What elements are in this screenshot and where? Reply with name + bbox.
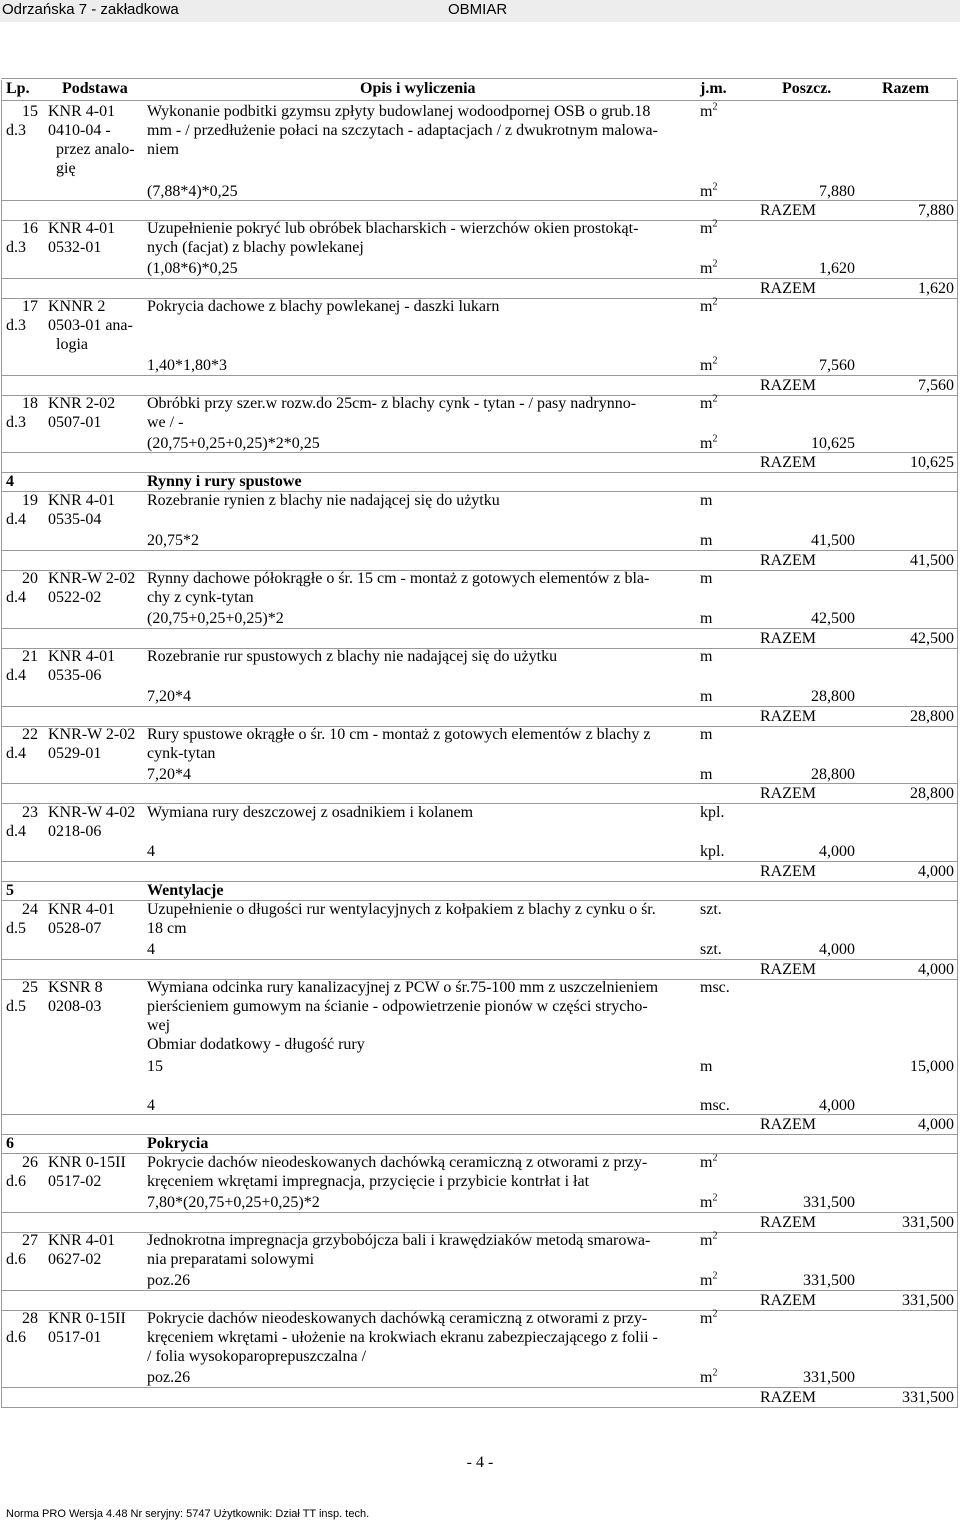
item-description-line: Uzupełnienie o długości rur wentylacyjnych z kołpakiem z blachy z cynku o śr.	[147, 901, 656, 918]
item-number: 25	[22, 979, 38, 996]
item-basis-line: 0627-02	[48, 1251, 102, 1268]
item-basis-line: KNR 0-15II	[48, 1154, 126, 1171]
section-title: Rynny i rury spustowe	[147, 473, 302, 490]
table-bottom-border	[1, 1407, 957, 1408]
item-razem-value: 10,625	[910, 454, 954, 471]
item-basis-line: przez analo-	[56, 141, 135, 158]
item-calculation: 4	[147, 1097, 155, 1114]
razem-label: RAZEM	[760, 1292, 816, 1309]
item-calc-unit: $m^2$	[700, 1367, 718, 1386]
app-title-bar	[0, 0, 960, 22]
item-unit: $m^2$	[700, 101, 718, 120]
section-bottom-border	[1, 900, 957, 901]
item-poszcz-value: 7,560	[819, 357, 855, 374]
item-number: 15	[22, 103, 38, 120]
razem-label: RAZEM	[760, 280, 816, 297]
item-basis-line: KNR 4-01	[48, 1232, 116, 1249]
item-basis-line: 0410-04 -	[48, 122, 111, 139]
item-bottom-border	[1, 1134, 957, 1135]
section-title: Wentylacje	[147, 882, 224, 899]
item-razem-value: 331,500	[902, 1389, 954, 1406]
item-number: 26	[22, 1154, 38, 1171]
item-calc-unit: m	[700, 766, 713, 783]
item-basis-line: KNR-W 2-02	[48, 726, 136, 743]
item-unit: $m^2$	[700, 218, 718, 237]
razem-label: RAZEM	[760, 863, 816, 880]
item-razem-value: 41,500	[910, 552, 954, 569]
razem-label: RAZEM	[760, 377, 816, 394]
item-basis-line: KNR 4-01	[48, 103, 116, 120]
item-calculation: (1,08*6)*0,25	[147, 260, 238, 277]
section-title: Pokrycia	[147, 1135, 209, 1152]
item-calculation: 7,20*4	[147, 766, 191, 783]
item-calc-unit: m	[700, 610, 713, 627]
header-bottom-border	[1, 100, 957, 101]
page-number: - 4 -	[466, 1454, 494, 1471]
item-description-line: chy z cynk-tytan	[147, 589, 254, 606]
item-razem-value: 28,800	[910, 785, 954, 802]
item-poszcz-value: 331,500	[803, 1194, 855, 1211]
table-left-border	[1, 80, 2, 1408]
footer-info: Norma PRO Wersja 4.48 Nr seryjny: 5747 Użytkownik: Dział TT insp. tech.	[6, 1508, 370, 1520]
item-razem-value: 331,500	[902, 1292, 954, 1309]
item-description-line: kręceniem wkrętami - ułożenie na krokwiach ekranu zabezpieczającego z folii -	[147, 1329, 658, 1346]
item-basis-line: 0503-01 ana-	[48, 317, 133, 334]
item-poszcz-value: 4,000	[819, 1097, 855, 1114]
item-unit: m	[700, 492, 713, 509]
item-unit: $m^2$	[700, 296, 718, 315]
item-poszcz-value: 331,500	[803, 1369, 855, 1386]
item-basis-line: gię	[56, 160, 76, 177]
header-opis: Opis i wyliczenia	[360, 80, 476, 97]
item-calc-unit: $m^2$	[700, 1192, 718, 1211]
item-basis-line: KNR 4-01	[48, 220, 116, 237]
item-calculation: 7,80*(20,75+0,25+0,25)*2	[147, 1194, 320, 1211]
item-razem-value: 4,000	[918, 863, 954, 880]
item-poszcz-value: 1,620	[819, 260, 855, 277]
item-poszcz-value: 331,500	[803, 1272, 855, 1289]
item-calc-unit: $m^2$	[700, 433, 718, 452]
item-basis-line: 0517-02	[48, 1173, 102, 1190]
item-basis-line: KNR-W 2-02	[48, 570, 136, 587]
item-poszcz-value: 28,800	[811, 688, 855, 705]
item-basis-line: 0218-06	[48, 823, 102, 840]
item-unit: m	[700, 570, 713, 587]
item-unit: m	[700, 726, 713, 743]
section-number: 5	[6, 882, 14, 899]
section-bottom-border	[1, 1153, 957, 1154]
item-description-line: wej	[147, 1017, 171, 1034]
item-section-ref: d.4	[6, 589, 26, 606]
item-basis-line: 0535-04	[48, 511, 102, 528]
item-calc-unit: szt.	[700, 941, 722, 958]
item-basis-line: 0208-03	[48, 998, 102, 1015]
item-section-ref: d.3	[6, 239, 26, 256]
header-lp: Lp.	[6, 80, 30, 97]
item-description-line: mm - / przedłużenie połaci na szczytach - adaptacjach / z dwukrotnym malowa-	[147, 122, 658, 139]
item-razem-value: 42,500	[910, 630, 954, 647]
sheet-title: OBMIAR	[448, 1, 508, 18]
item-description-line: Wykonanie podbitki gzymsu zpłyty budowlanej wodoodpornej OSB o grub.18	[147, 103, 651, 120]
item-section-ref: d.5	[6, 998, 26, 1015]
item-number: 20	[22, 570, 38, 587]
item-basis-line: 0517-01	[48, 1329, 102, 1346]
item-calc-unit: m	[700, 1058, 713, 1075]
item-calc-unit: $m^2$	[700, 355, 718, 374]
item-razem-value: 28,800	[910, 708, 954, 725]
item-section-ref: d.3	[6, 122, 26, 139]
item-number: 17	[22, 298, 38, 315]
item-section-ref: d.3	[6, 414, 26, 431]
item-poszcz-value: 42,500	[811, 610, 855, 627]
item-description-line: Rynny dachowe półokrągłe o śr. 15 cm - montaż z gotowych elementów z bla-	[147, 570, 650, 587]
item-basis-line: KNR 4-01	[48, 492, 116, 509]
document-name: Odrzańska 7 - zakładkowa	[2, 1, 179, 18]
item-poszcz-value: 4,000	[819, 941, 855, 958]
item-bottom-border	[1, 803, 957, 804]
item-calc-unit: $m^2$	[700, 258, 718, 277]
item-number: 27	[22, 1232, 38, 1249]
item-poszcz-value: 10,625	[811, 435, 855, 452]
razem-label: RAZEM	[760, 785, 816, 802]
item-number: 24	[22, 901, 38, 918]
item-section-ref: d.4	[6, 511, 26, 528]
razem-label: RAZEM	[760, 708, 816, 725]
item-bottom-border	[1, 881, 957, 882]
item-razem-value: 15,000	[910, 1058, 954, 1075]
item-bottom-border	[1, 472, 957, 473]
razem-label: RAZEM	[760, 454, 816, 471]
item-description-line: Obmiar dodatkowy - długość rury	[147, 1036, 365, 1053]
razem-label: RAZEM	[760, 630, 816, 647]
item-unit: msc.	[700, 979, 730, 996]
razem-label: RAZEM	[760, 961, 816, 978]
item-razem-value: 7,560	[918, 377, 954, 394]
section-number: 4	[6, 473, 14, 490]
item-number: 21	[22, 648, 38, 665]
item-description-line: nych (facjat) z blachy powlekanej	[147, 239, 364, 256]
item-basis-line: logia	[56, 336, 88, 353]
item-description-line: cynk-tytan	[147, 745, 216, 762]
item-description-line: Rozebranie rur spustowych z blachy nie nadającej się do użytku	[147, 648, 558, 665]
item-poszcz-value: 4,000	[819, 843, 855, 860]
item-section-ref: d.3	[6, 317, 26, 334]
item-unit: kpl.	[700, 804, 725, 821]
item-section-ref: d.6	[6, 1251, 26, 1268]
item-basis-line: 0535-06	[48, 667, 102, 684]
item-number: 18	[22, 395, 38, 412]
item-description-line: / folia wysokoparoprepuszczalna /	[147, 1348, 367, 1365]
item-basis-line: 0532-01	[48, 239, 102, 256]
item-calculation: 1,40*1,80*3	[147, 357, 227, 374]
item-calculation: 7,20*4	[147, 688, 191, 705]
item-unit: $m^2$	[700, 1308, 718, 1327]
item-unit: $m^2$	[700, 393, 718, 412]
item-description-line: we / -	[147, 414, 184, 431]
section-number: 6	[6, 1135, 14, 1152]
item-description-line: Wymiana rury deszczowej z osadnikiem i kolanem	[147, 804, 474, 821]
table-right-border	[957, 80, 958, 1408]
header-jm: j.m.	[700, 80, 727, 97]
item-calculation: 4	[147, 843, 155, 860]
item-basis-line: KNR 0-15II	[48, 1310, 126, 1327]
item-basis-line: 0507-01	[48, 414, 102, 431]
item-basis-line: KNR 4-01	[48, 648, 116, 665]
header-razem: Razem	[882, 80, 930, 97]
item-basis-line: 0528-07	[48, 920, 102, 937]
item-description-line: Uzupełnienie pokryć lub obróbek blacharskich - wierzchów okien prostokąt-	[147, 220, 639, 237]
item-calculation: poz.26	[147, 1272, 191, 1289]
item-poszcz-value: 7,880	[819, 183, 855, 200]
item-number: 19	[22, 492, 38, 509]
item-description-line: kręceniem wkrętami impregnacja, przycięcie i przybicie kontrłat i łat	[147, 1173, 590, 1190]
item-section-ref: d.4	[6, 667, 26, 684]
item-calc-unit: m	[700, 688, 713, 705]
table-top-border	[1, 78, 957, 79]
razem-label: RAZEM	[760, 202, 816, 219]
item-description-line: niem	[147, 141, 179, 158]
item-unit: $m^2$	[700, 1230, 718, 1249]
item-basis-line: 0522-02	[48, 589, 102, 606]
item-calculation: (7,88*4)*0,25	[147, 183, 238, 200]
item-calc-unit: $m^2$	[700, 181, 718, 200]
header-poszcz: Poszcz.	[782, 80, 832, 97]
item-calc-unit: $m^2$	[700, 1270, 718, 1289]
section-bottom-border	[1, 491, 957, 492]
item-description-line: Pokrycia dachowe z blachy powlekanej - daszki lukarn	[147, 298, 500, 315]
item-section-ref: d.4	[6, 745, 26, 762]
item-description-line: Rury spustowe okrągłe o śr. 10 cm - montaż z gotowych elementów z blachy z	[147, 726, 651, 743]
item-razem-value: 7,880	[918, 202, 954, 219]
item-calculation: 15	[147, 1058, 163, 1075]
item-calc-unit: kpl.	[700, 843, 725, 860]
item-poszcz-value: 41,500	[811, 532, 855, 549]
razem-label: RAZEM	[760, 1214, 816, 1231]
item-basis-line: KNR-W 4-02	[48, 804, 136, 821]
razem-label: RAZEM	[760, 1389, 816, 1406]
item-poszcz-value: 28,800	[811, 766, 855, 783]
item-section-ref: d.4	[6, 823, 26, 840]
item-number: 23	[22, 804, 38, 821]
item-razem-value: 4,000	[918, 961, 954, 978]
item-description-line: Wymiana odcinka rury kanalizacyjnej z PCW o śr.75-100 mm z uszczelnieniem	[147, 979, 659, 996]
header-podstawa: Podstawa	[62, 80, 128, 97]
item-number: 22	[22, 726, 38, 743]
item-number: 28	[22, 1310, 38, 1327]
item-description-line: nia preparatami solowymi	[147, 1251, 315, 1268]
item-calc-unit: m	[700, 532, 713, 549]
item-calculation: (20,75+0,25+0,25)*2*0,25	[147, 435, 320, 452]
item-basis-line: 0529-01	[48, 745, 102, 762]
item-razem-value: 4,000	[918, 1116, 954, 1133]
item-number: 16	[22, 220, 38, 237]
item-description-line: Pokrycie dachów nieodeskowanych dachówką ceramiczną z otworami z przy-	[147, 1154, 648, 1171]
item-calculation: 20,75*2	[147, 532, 199, 549]
item-basis-line: KNNR 2	[48, 298, 106, 315]
razem-label: RAZEM	[760, 1116, 816, 1133]
razem-label: RAZEM	[760, 552, 816, 569]
item-basis-line: KSNR 8	[48, 979, 103, 996]
item-unit: $m^2$	[700, 1152, 718, 1171]
item-razem-value: 331,500	[902, 1214, 954, 1231]
item-description-line: pierścieniem gumowym na ścianie - odpowietrzenie pionów w części strycho-	[147, 998, 648, 1015]
item-razem-value: 1,620	[918, 280, 954, 297]
item-description-line: Rozebranie rynien z blachy nie nadającej się do użytku	[147, 492, 500, 509]
item-description-line: Jednokrotna impregnacja grzybobójcza bali i krawędziaków metodą smarowa-	[147, 1232, 651, 1249]
item-calc-unit: msc.	[700, 1097, 730, 1114]
item-description-line: 18 cm	[147, 920, 187, 937]
item-section-ref: d.6	[6, 1329, 26, 1346]
item-basis-line: KNR 2-02	[48, 395, 116, 412]
item-section-ref: d.6	[6, 1173, 26, 1190]
item-calculation: poz.26	[147, 1369, 191, 1386]
item-calculation: 4	[147, 941, 155, 958]
item-unit: m	[700, 648, 713, 665]
item-description-line: Obróbki przy szer.w rozw.do 25cm- z blachy cynk - tytan - / pasy nadrynno-	[147, 395, 637, 412]
item-section-ref: d.5	[6, 920, 26, 937]
item-basis-line: KNR 4-01	[48, 901, 116, 918]
item-description-line: Pokrycie dachów nieodeskowanych dachówką ceramiczną z otworami z przy-	[147, 1310, 648, 1327]
item-unit: szt.	[700, 901, 722, 918]
item-calculation: (20,75+0,25+0,25)*2	[147, 610, 284, 627]
